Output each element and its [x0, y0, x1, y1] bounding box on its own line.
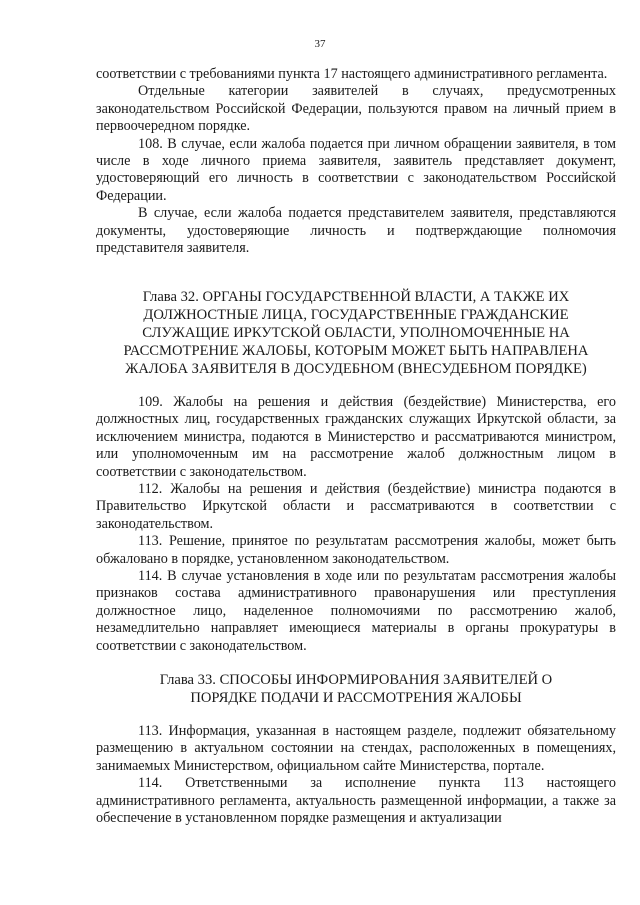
- paragraph: 109. Жалобы на решения и действия (бездействие) Министерства, его должностных лиц, государственных гражданских служащих Иркутской области, за исключением министра, подаются в Министерство и рассматриваются министром, или уполномоченным им на рассмотрение жалоб должностным лицом в соответствии с законодательством.: [96, 394, 616, 480]
- paragraph: 113. Информация, указанная в настоящем разделе, подлежит обязательному размещению в актуальном состоянии на стендах, расположенных в помещениях, занимаемых Министерством, официальном сайте Министерства, портале.: [96, 723, 616, 774]
- paragraph: 113. Решение, принятое по результатам рассмотрения жалобы, может быть обжаловано в порядке, установленном законодательством.: [96, 533, 616, 567]
- chapter-32-heading: [96, 288, 616, 378]
- heading-line: ПОРЯДКЕ ПОДАЧИ И РАССМОТРЕНИЯ ЖАЛОБЫ: [190, 690, 522, 706]
- heading-line: Глава 32. ОРГАНЫ ГОСУДАРСТВЕННОЙ ВЛАСТИ, А ТАКЖЕ ИХ: [142, 289, 570, 305]
- paragraph: 114. Ответственными за исполнение пункта 113 настоящего административного регламента, актуальность размещенной информации, а также за обеспечение в установленном порядке размещения и актуализации: [96, 775, 616, 827]
- paragraph: 108. В случае, если жалоба подается при личном обращении заявителя, в том числе в ходе личного приема заявителя, заявитель представляет документ, удостоверяющий его личность в соответствии с законодательством Российской Федерации.: [96, 135, 616, 204]
- heading-line: СЛУЖАЩИЕ ИРКУТСКОЙ ОБЛАСТИ, УПОЛНОМОЧЕННЫЕ НА: [142, 325, 570, 341]
- paragraph: В случае, если жалоба подается представителем заявителя, представляются документы, удостоверяющие личность и подтверждающие полномочия представителя заявителя.: [96, 205, 616, 257]
- text-block-3: [96, 723, 616, 827]
- paragraph: соответствии с требованиями пункта 17 настоящего административного регламента.: [96, 66, 608, 82]
- chapter-33-heading: [96, 671, 616, 707]
- heading-line: РАССМОТРЕНИЕ ЖАЛОБЫ, КОТОРЫМ МОЖЕТ БЫТЬ НАПРАВЛЕНА: [123, 343, 589, 359]
- paragraph: 114. В случае установления в ходе или по результатам рассмотрения жалобы признаков состава административного правонарушения или преступления должностное лицо, наделенное полномочиями по рассмотрению жалоб, незамедлительно направляет имеющиеся материалы в органы прокуратуры в соответствии с законодательством.: [96, 568, 616, 654]
- page-number: 37: [314, 38, 326, 50]
- paragraph: 112. Жалобы на решения и действия (бездействие) министра подаются в Правительство Иркутской области и рассматриваются в соответствии с законодательством.: [96, 481, 616, 532]
- heading-line: ДОЛЖНОСТНЫЕ ЛИЦА, ГОСУДАРСТВЕННЫЕ ГРАЖДАНСКИЕ: [143, 307, 569, 323]
- text-block-1: [96, 66, 616, 257]
- heading-line: Глава 33. СПОСОБЫ ИНФОРМИРОВАНИЯ ЗАЯВИТЕЛЕЙ О: [159, 672, 553, 688]
- text-block-2: [96, 394, 616, 655]
- paragraph: Отдельные категории заявителей в случаях, предусмотренных законодательством Российской Федерации, пользуются правом на личный прием в первоочередном порядке.: [96, 83, 616, 135]
- heading-line: ЖАЛОБА ЗАЯВИТЕЛЯ В ДОСУДЕБНОМ (ВНЕСУДЕБНОМ ПОРЯДКЕ): [125, 361, 587, 377]
